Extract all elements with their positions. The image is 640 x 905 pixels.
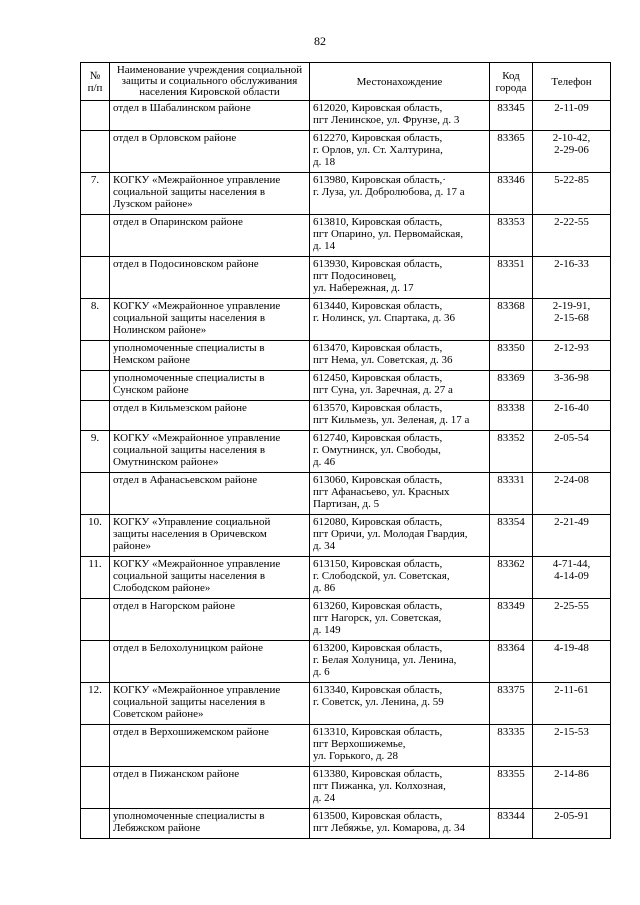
cell-line: 2-11-61	[554, 684, 589, 696]
row-number-cell	[81, 131, 110, 173]
cell-line: 2-10-42,	[552, 132, 591, 144]
city-code-cell: 83345	[490, 101, 533, 131]
cell-line: 3-36-98	[554, 372, 589, 384]
cell-line: 613470, Кировская область,	[313, 342, 443, 354]
header-phone	[533, 63, 611, 101]
cell-line: пгт Афанасьево, ул. Красных	[313, 486, 450, 498]
cell-line: районе»	[113, 540, 152, 552]
table-row	[81, 641, 611, 683]
cell-line: Наименование учреждения социальной	[116, 64, 303, 76]
cell-line: пгт Ленинское, ул. Фрунзе, д. 3	[313, 114, 460, 126]
cell-line: г. Орлов, ул. Ст. Халтурина,	[313, 144, 443, 156]
row-number-cell	[81, 371, 110, 401]
table-body	[81, 101, 611, 839]
cell-line: г. Луза, ул. Добролюбова, д. 17 а	[313, 186, 465, 198]
table-row	[81, 215, 611, 257]
cell-line: г. Омутнинск, ул. Свободы,	[313, 444, 441, 456]
city-code-cell: 83331	[490, 473, 533, 515]
city-code-cell: 83354	[490, 515, 533, 557]
cell-line: д. 46	[313, 456, 336, 468]
row-number-cell: 9.	[81, 431, 110, 473]
address-cell	[310, 401, 490, 431]
cell-line: 2-05-54	[554, 432, 589, 444]
row-number-cell: 12.	[81, 683, 110, 725]
institution-name-cell	[110, 809, 310, 839]
address-cell	[310, 767, 490, 809]
city-code-cell: 83338	[490, 401, 533, 431]
table-row	[81, 599, 611, 641]
cell-line: пгт Нагорск, ул. Советская,	[313, 612, 442, 624]
city-code-cell: 83355	[490, 767, 533, 809]
phone-cell	[533, 257, 611, 299]
cell-line: защиты и социального обслуживания	[121, 75, 298, 87]
address-cell	[310, 371, 490, 401]
cell-line: пгт Пижанка, ул. Колхозная,	[313, 780, 446, 792]
cell-line: отдел в Подосиновском районе	[113, 258, 259, 270]
cell-line: КОГКУ «Межрайонное управление	[113, 432, 281, 444]
city-code-cell: 83335	[490, 725, 533, 767]
cell-line: КОГКУ «Межрайонное управление	[113, 684, 281, 696]
phone-cell	[533, 299, 611, 341]
city-code-cell: 83349	[490, 599, 533, 641]
cell-line: пгт Опарино, ул. Первомайская,	[313, 228, 464, 240]
cell-line: 612270, Кировская область,	[313, 132, 443, 144]
table-row	[81, 515, 611, 557]
cell-line: КОГКУ «Межрайонное управление	[113, 300, 281, 312]
phone-cell	[533, 431, 611, 473]
row-number-cell	[81, 599, 110, 641]
cell-line: Лузском районе»	[113, 198, 193, 210]
cell-line: 613570, Кировская область,	[313, 402, 443, 414]
institution-name-cell	[110, 767, 310, 809]
cell-line: 613380, Кировская область,	[313, 768, 443, 780]
phone-cell	[533, 473, 611, 515]
cell-line: КОГКУ «Межрайонное управление	[113, 174, 281, 186]
table-row	[81, 809, 611, 839]
cell-line: 2-15-68	[554, 312, 589, 324]
cell-line: 2-24-08	[554, 474, 589, 486]
phone-cell	[533, 401, 611, 431]
cell-line: КОГКУ «Управление социальной	[113, 516, 271, 528]
cell-line: социальной защиты населения в	[113, 444, 266, 456]
institution-name-cell	[110, 599, 310, 641]
institution-name-cell	[110, 341, 310, 371]
page-number: 82	[314, 34, 326, 48]
table-row	[81, 101, 611, 131]
institution-name-cell	[110, 641, 310, 683]
cell-line: 613500, Кировская область,	[313, 810, 443, 822]
institution-name-cell	[110, 257, 310, 299]
cell-line: п/п	[87, 81, 103, 94]
address-cell	[310, 725, 490, 767]
institution-name-cell	[110, 515, 310, 557]
cell-line: 2-21-49	[554, 516, 589, 528]
offices-table	[80, 62, 611, 839]
row-number-cell	[81, 257, 110, 299]
address-cell	[310, 557, 490, 599]
cell-line: социальной защиты населения в	[113, 696, 266, 708]
cell-line: 613260, Кировская область,	[313, 600, 443, 612]
row-number-cell: 10.	[81, 515, 110, 557]
cell-line: 612450, Кировская область,	[313, 372, 443, 384]
phone-cell	[533, 809, 611, 839]
cell-line: пгт Подосиновец,	[313, 270, 397, 282]
table-row	[81, 299, 611, 341]
cell-line: 613440, Кировская область,	[313, 300, 443, 312]
row-number-cell: 8.	[81, 299, 110, 341]
institution-name-cell	[110, 371, 310, 401]
cell-line: Нолинском районе»	[113, 324, 207, 336]
cell-line: отдел в Орловском районе	[113, 132, 237, 144]
row-number-cell	[81, 341, 110, 371]
cell-line: отдел в Кильмезском районе	[113, 402, 247, 414]
phone-cell	[533, 683, 611, 725]
cell-line: д. 34	[313, 540, 336, 552]
institution-name-cell	[110, 131, 310, 173]
cell-line: 5-22-85	[554, 174, 589, 186]
cell-line: 613200, Кировская область,	[313, 642, 443, 654]
cell-line: Телефон	[551, 75, 592, 88]
address-cell	[310, 173, 490, 215]
cell-line: 2-11-09	[554, 102, 589, 114]
row-number-cell	[81, 725, 110, 767]
cell-line: уполномоченные специалисты в	[113, 342, 265, 354]
cell-line: №	[89, 69, 101, 82]
cell-line: г. Слободской, ул. Советская,	[313, 570, 450, 582]
phone-cell	[533, 599, 611, 641]
row-number-cell	[81, 101, 110, 131]
row-number-cell	[81, 473, 110, 515]
cell-line: 2-25-55	[554, 600, 589, 612]
address-cell	[310, 299, 490, 341]
institution-name-cell	[110, 299, 310, 341]
cell-line: защиты населения в Оричевском	[113, 528, 267, 540]
cell-line: ул. Набережная, д. 17	[313, 282, 414, 294]
address-cell	[310, 215, 490, 257]
cell-line: Советском районе»	[113, 708, 204, 720]
institution-name-cell	[110, 173, 310, 215]
cell-line: 612740, Кировская область,	[313, 432, 443, 444]
phone-cell	[533, 557, 611, 599]
cell-line: 2-16-40	[554, 402, 589, 414]
cell-line: отдел в Пижанском районе	[113, 768, 240, 780]
cell-line: д. 24	[313, 792, 336, 804]
table-row	[81, 557, 611, 599]
city-code-cell: 83350	[490, 341, 533, 371]
address-cell	[310, 683, 490, 725]
cell-line: 2-29-06	[554, 144, 589, 156]
institution-name-cell	[110, 473, 310, 515]
table-row	[81, 257, 611, 299]
cell-line: Местонахождение	[356, 75, 443, 88]
cell-line: 2-12-93	[554, 342, 589, 354]
address-cell	[310, 431, 490, 473]
phone-cell	[533, 767, 611, 809]
cell-line: д. 149	[313, 624, 341, 636]
row-number-cell	[81, 401, 110, 431]
cell-line: д. 14	[313, 240, 336, 252]
cell-line: д. 18	[313, 156, 336, 168]
institution-name-cell	[110, 431, 310, 473]
cell-line: д. 6	[313, 666, 330, 678]
city-code-cell: 83344	[490, 809, 533, 839]
city-code-cell: 83368	[490, 299, 533, 341]
cell-line: 2-16-33	[554, 258, 589, 270]
cell-line: Немском районе	[113, 354, 190, 366]
cell-line: пгт Оричи, ул. Молодая Гвардия,	[313, 528, 468, 540]
address-cell	[310, 101, 490, 131]
cell-line: 612080, Кировская область,	[313, 516, 443, 528]
table-row	[81, 401, 611, 431]
address-cell	[310, 599, 490, 641]
table-row	[81, 725, 611, 767]
cell-line: КОГКУ «Межрайонное управление	[113, 558, 281, 570]
phone-cell	[533, 371, 611, 401]
table-row	[81, 767, 611, 809]
institution-name-cell	[110, 725, 310, 767]
cell-line: 613310, Кировская область,	[313, 726, 443, 738]
institution-name-cell	[110, 101, 310, 131]
phone-cell	[533, 725, 611, 767]
cell-line: социальной защиты населения в	[113, 186, 266, 198]
table-row	[81, 341, 611, 371]
cell-line: г. Нолинск, ул. Спартака, д. 36	[313, 312, 456, 324]
phone-cell	[533, 515, 611, 557]
table-row	[81, 473, 611, 515]
row-number-cell	[81, 767, 110, 809]
cell-line: отдел в Афанасьевском районе	[113, 474, 258, 486]
table-header-row	[81, 63, 611, 101]
cell-line: д. 86	[313, 582, 336, 594]
cell-line: Партизан, д. 5	[313, 498, 380, 510]
cell-line: Лебяжском районе	[113, 822, 201, 834]
cell-line: 613980, Кировская область,·	[313, 174, 446, 186]
cell-line: г. Советск, ул. Ленина, д. 59	[313, 696, 444, 708]
cell-line: 612020, Кировская область,	[313, 102, 443, 114]
phone-cell	[533, 173, 611, 215]
cell-line: отдел в Опаринском районе	[113, 216, 243, 228]
cell-line: Код	[502, 69, 520, 82]
institution-name-cell	[110, 557, 310, 599]
address-cell	[310, 341, 490, 371]
cell-line: пгт Суна, ул. Заречная, д. 27 а	[313, 384, 453, 396]
cell-line: пгт Лебяжье, ул. Комарова, д. 34	[313, 822, 465, 834]
phone-cell	[533, 215, 611, 257]
table-row	[81, 431, 611, 473]
cell-line: уполномоченные специалисты в	[113, 810, 265, 822]
phone-cell	[533, 641, 611, 683]
cell-line: пгт Нема, ул. Советская, д. 36	[313, 354, 453, 366]
row-number-cell: 11.	[81, 557, 110, 599]
cell-line: Омутнинском районе»	[113, 456, 219, 468]
city-code-cell: 83352	[490, 431, 533, 473]
cell-line: 2-15-53	[554, 726, 589, 738]
row-number-cell: 7.	[81, 173, 110, 215]
header-name	[110, 63, 310, 101]
cell-line: 613930, Кировская область,	[313, 258, 443, 270]
institution-name-cell	[110, 215, 310, 257]
header-num	[81, 63, 110, 101]
cell-line: 4-14-09	[554, 570, 589, 582]
cell-line: отдел в Верхошижемском районе	[113, 726, 269, 738]
address-cell	[310, 809, 490, 839]
table-row	[81, 173, 611, 215]
cell-line: 613150, Кировская область,	[313, 558, 443, 570]
address-cell	[310, 257, 490, 299]
header-address	[310, 63, 490, 101]
table-row	[81, 131, 611, 173]
cell-line: 613810, Кировская область,	[313, 216, 443, 228]
cell-line: пгт Кильмезь, ул. Зеленая, д. 17 а	[313, 414, 470, 426]
cell-line: 613060, Кировская область,	[313, 474, 443, 486]
address-cell	[310, 641, 490, 683]
cell-line: 4-19-48	[554, 642, 589, 654]
cell-line: отдел в Белохолуницком районе	[113, 642, 264, 654]
city-code-cell: 83362	[490, 557, 533, 599]
city-code-cell: 83369	[490, 371, 533, 401]
cell-line: города	[495, 81, 527, 94]
phone-cell	[533, 101, 611, 131]
cell-line: 2-22-55	[554, 216, 589, 228]
cell-line: населения Кировской области	[139, 86, 280, 98]
address-cell	[310, 515, 490, 557]
city-code-cell: 83365	[490, 131, 533, 173]
city-code-cell: 83346	[490, 173, 533, 215]
institution-name-cell	[110, 401, 310, 431]
cell-line: отдел в Шабалинском районе	[113, 102, 251, 114]
cell-line: уполномоченные специалисты в	[113, 372, 265, 384]
cell-line: социальной защиты населения в	[113, 312, 266, 324]
row-number-cell	[81, 215, 110, 257]
row-number-cell	[81, 641, 110, 683]
cell-line: ул. Горького, д. 28	[313, 750, 399, 762]
cell-line: пгт Верхошижемье,	[313, 738, 406, 750]
cell-line: 613340, Кировская область,	[313, 684, 443, 696]
cell-line: 2-19-91,	[552, 300, 591, 312]
table-row	[81, 683, 611, 725]
institution-name-cell	[110, 683, 310, 725]
address-cell	[310, 473, 490, 515]
cell-line: 2-05-91	[554, 810, 589, 822]
phone-cell	[533, 131, 611, 173]
table-row	[81, 371, 611, 401]
address-cell	[310, 131, 490, 173]
city-code-cell: 83351	[490, 257, 533, 299]
cell-line: 2-14-86	[554, 768, 589, 780]
cell-line: Слободском районе»	[113, 582, 211, 594]
row-number-cell	[81, 809, 110, 839]
cell-line: Сунском районе	[113, 384, 189, 396]
cell-line: отдел в Нагорском районе	[113, 600, 235, 612]
city-code-cell: 83353	[490, 215, 533, 257]
cell-line: г. Белая Холуница, ул. Ленина,	[313, 654, 457, 666]
cell-line: 4-71-44,	[552, 558, 591, 570]
cell-line: социальной защиты населения в	[113, 570, 266, 582]
city-code-cell: 83375	[490, 683, 533, 725]
phone-cell	[533, 341, 611, 371]
header-code	[490, 63, 533, 101]
city-code-cell: 83364	[490, 641, 533, 683]
